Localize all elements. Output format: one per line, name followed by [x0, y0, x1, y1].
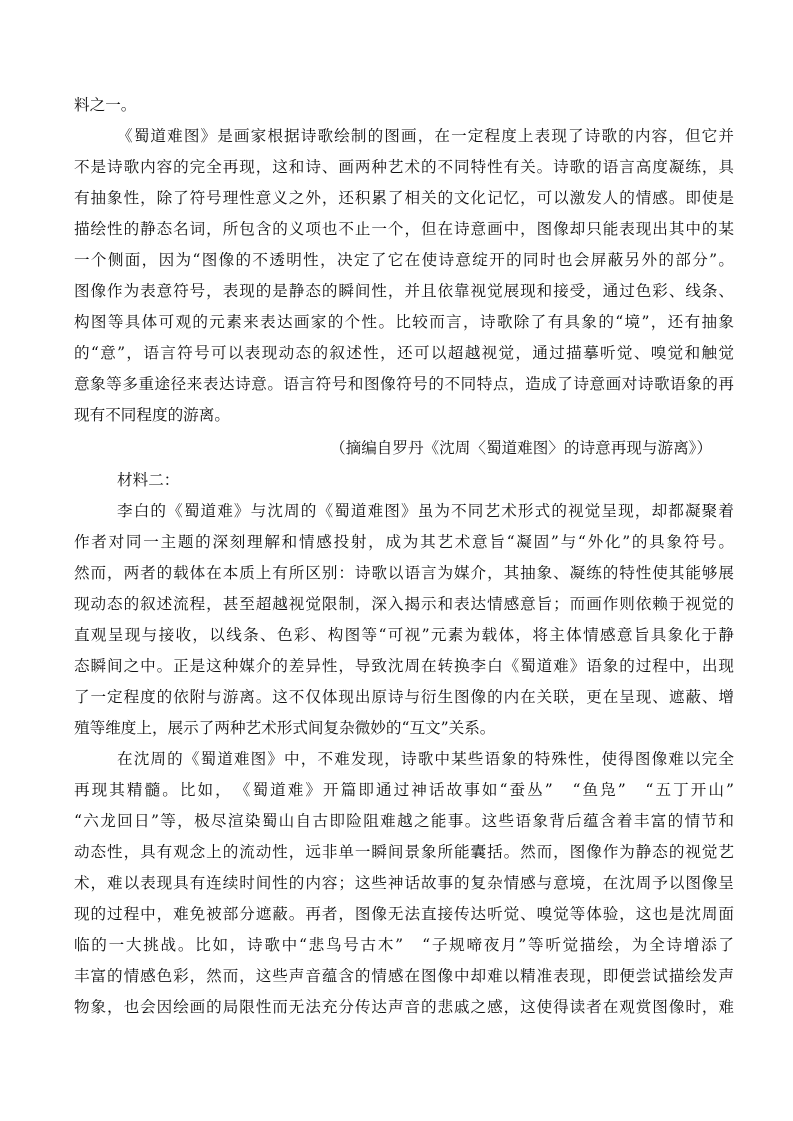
text-line: 丰富的情感色彩，然而，这些声音蕴含的情感在图像中却难以精准表现，即便尝试描绘发声: [74, 967, 734, 985]
text-line: 作者对同一主题的深刻理解和情感投射，成为其艺术意旨“凝固”与“外化”的具象符号。: [74, 533, 734, 551]
text-line: 殖等维度上，展示了两种艺术形式间复杂微妙的“互文”关系。: [74, 719, 496, 737]
text-line: 直观呈现与接收，以线条、色彩、构图等“可视”元素为载体，将主体情感意旨具象化于静: [74, 626, 734, 644]
text-line: 描绘性的静态名词，所包含的义项也不止一个，但在诗意画中，图像却只能表现出其中的某: [74, 220, 734, 238]
text-line: 构图等具体可观的元素来表达画家的个性。比较而言，诗歌除了有具象的“境”，还有抽象: [74, 313, 734, 331]
text-line: 术，难以表现具有连续时间性的内容；这些神话故事的复杂情感与意境，在沈周予以图像呈: [74, 874, 734, 892]
text-line: 现动态的叙述流程，甚至超越视觉限制，深入揭示和表达情感意旨；而画作则依赖于视觉的: [74, 595, 734, 613]
text-line: 在沈周的《蜀道难图》中，不难发现，诗歌中某些语象的特殊性，使得图像难以完全: [117, 750, 734, 768]
text-line: 动态性，具有观念上的流动性，远非单一瞬间景象所能囊括。然而，图像作为静态的视觉艺: [74, 843, 734, 861]
text-line: 然而，两者的载体在本质上有所区别：诗歌以语言为媒介，其抽象、凝练的特性使其能够展: [74, 564, 734, 582]
source-citation: （摘编自罗丹《沈周〈蜀道难图〉的诗意再现与游离》）: [330, 439, 713, 457]
text-line: 态瞬间之中。正是这种媒介的差异性，导致沈周在转换李白《蜀道难》语象的过程中，出现: [74, 657, 734, 675]
text-line: 再现其精髓。比如， 《蜀道难》开篇即通过神话故事如“蚕丛” “鱼凫” “五丁开山”: [74, 781, 734, 799]
text-line: “六龙回日”等，极尽渲染蜀山自古即险阻难越之能事。这些语象背后蕴含着丰富的情节和: [74, 812, 734, 830]
text-line: 物象，也会因绘画的局限性而无法充分传达声音的悲戚之感，这使得读者在观赏图像时，难: [74, 998, 734, 1016]
text-line: 《蜀道难图》是画家根据诗歌绘制的图画，在一定程度上表现了诗歌的内容，但它并: [117, 127, 734, 145]
text-line: 临的一大挑战。比如，诗歌中“悲鸟号古木” “子规啼夜月”等听觉描绘，为全诗增添了: [74, 936, 734, 954]
section-heading: 材料二：: [117, 471, 180, 489]
text-line: 李白的《蜀道难》与沈周的《蜀道难图》虽为不同艺术形式的视觉呈现，却都凝聚着: [117, 502, 734, 520]
text-line: 现的过程中，难免被部分遮蔽。再者，图像无法直接传达听觉、嗅觉等体验，这也是沈周面: [74, 905, 734, 923]
text-line: 料之一。: [74, 96, 137, 114]
text-line: 图像作为表意符号，表现的是静态的瞬间性，并且依靠视觉展现和接受，通过色彩、线条、: [74, 282, 734, 300]
text-line: 有抽象性，除了符号理性意义之外，还积累了相关的文化记忆，可以激发人的情感。即使是: [74, 189, 734, 207]
text-line: 现有不同程度的游离。: [74, 406, 230, 424]
text-line: 意象等多重途径来表达诗意。语言符号和图像符号的不同特点，造成了诗意画对诗歌语象的再: [74, 375, 734, 393]
text-line: 了一定程度的依附与游离。这不仅体现出原诗与衍生图像的内在关联，更在呈现、遮蔽、增: [74, 688, 734, 706]
text-line: 一个侧面，因为“图像的不透明性，决定了它在使诗意绽开的同时也会屏蔽另外的部分”。: [74, 251, 734, 269]
text-line: 不是诗歌内容的完全再现，这和诗、画两种艺术的不同特性有关。诗歌的语言高度凝练，具: [74, 158, 734, 176]
text-line: 的“意”，语言符号可以表现动态的叙述性，还可以超越视觉，通过描摹听觉、嗅觉和触觉: [74, 344, 734, 362]
